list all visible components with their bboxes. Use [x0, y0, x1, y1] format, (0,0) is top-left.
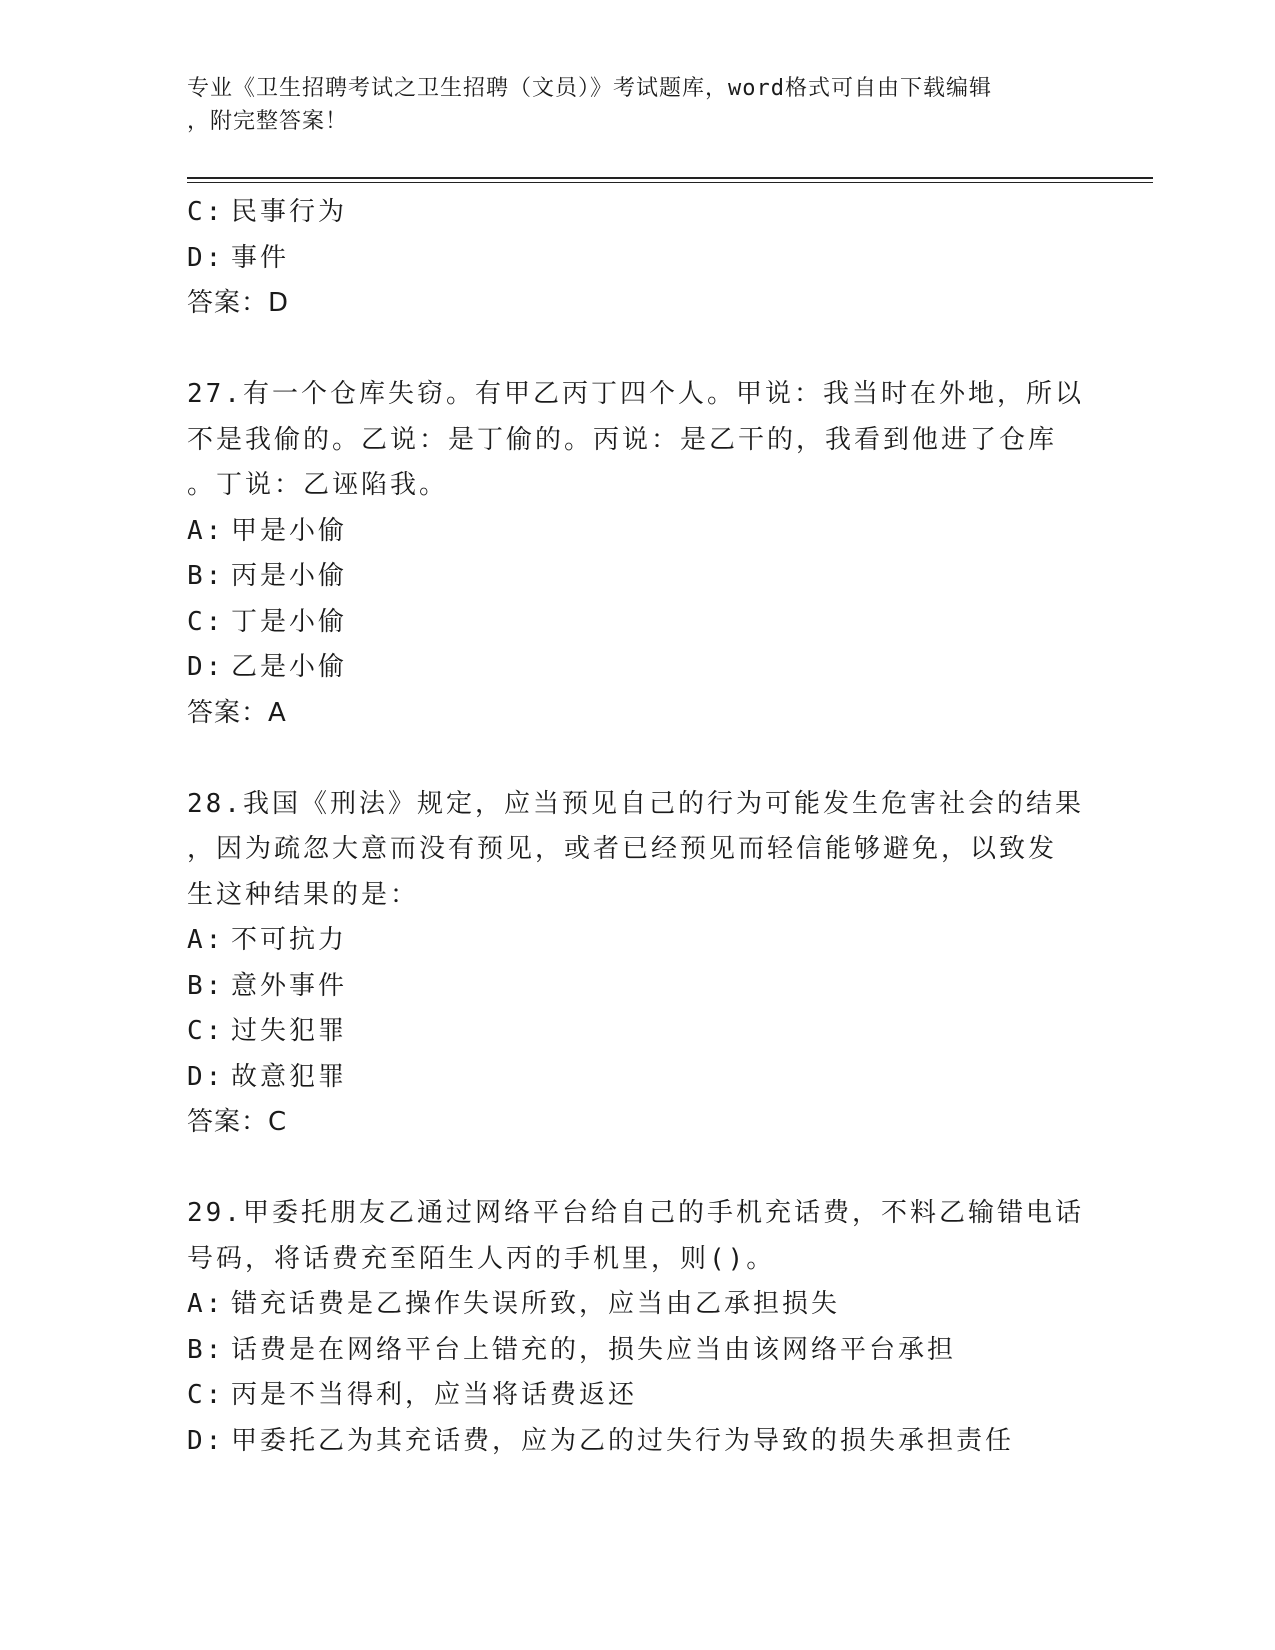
- option-a: [187, 918, 1087, 964]
- question-stem-line: 28.我国《刑法》规定，应当预见自己的行为可能发生危害社会的结果: [187, 788, 1084, 819]
- option-key: D:: [187, 242, 225, 273]
- option-a: [187, 509, 1087, 555]
- question-stem-line: 27.有一个仓库失窃。有甲乙丙丁四个人。甲说：我当时在外地，所以: [187, 379, 1084, 409]
- answer-line: 答案：D: [187, 288, 290, 318]
- question-27: [187, 372, 1087, 736]
- option-text: 故意犯罪: [231, 1061, 348, 1092]
- option-key: B:: [187, 1334, 225, 1365]
- document-header: [187, 72, 1067, 138]
- option-key: C:: [187, 1380, 225, 1410]
- option-text: 丙是不当得利，应当将话费返还: [231, 1380, 638, 1410]
- option-text: 丁是小偷: [231, 606, 348, 637]
- question-stem: [187, 1191, 1087, 1282]
- question-content: [187, 190, 1087, 1464]
- option-text: 民事行为: [231, 197, 348, 227]
- header-divider-thin: [187, 182, 1153, 183]
- header-divider-thick: [187, 177, 1153, 179]
- option-text: 错充话费是乙操作失误所致，应当由乙承担损失: [231, 1289, 841, 1319]
- option-text: 甲是小偷: [231, 515, 348, 546]
- option-text: 意外事件: [231, 970, 348, 1001]
- option-text: 丙是小偷: [231, 561, 348, 591]
- option-key: C:: [187, 1016, 225, 1046]
- option-b: [187, 1328, 1087, 1374]
- option-c: [187, 600, 1087, 646]
- option-text: 乙是小偷: [231, 652, 348, 682]
- option-d: [187, 1419, 1087, 1465]
- question-stem-line: 。丁说：乙诬陷我。: [187, 470, 449, 500]
- previous-question-tail: [187, 190, 1087, 327]
- option-key: B:: [187, 970, 225, 1001]
- option-key: C:: [187, 197, 225, 227]
- option-key: B:: [187, 561, 225, 591]
- question-stem-line: 生这种结果的是：: [187, 879, 420, 910]
- answer-line: 答案：A: [187, 697, 287, 728]
- option-text: 不可抗力: [231, 925, 348, 955]
- option-b: [187, 554, 1087, 600]
- question-28: [187, 782, 1087, 1146]
- option-text: 过失犯罪: [231, 1016, 348, 1046]
- option-c: [187, 190, 1087, 236]
- option-b: [187, 964, 1087, 1010]
- option-key: D:: [187, 652, 225, 682]
- option-a: [187, 1282, 1087, 1328]
- option-key: D:: [187, 1425, 225, 1456]
- option-d: [187, 1055, 1087, 1101]
- question-stem-line: 29.甲委托朋友乙通过网络平台给自己的手机充话费，不料乙输错电话: [187, 1198, 1084, 1228]
- answer-line: 答案：C: [187, 1107, 288, 1137]
- question-stem: [187, 782, 1087, 919]
- option-text: 话费是在网络平台上错充的，损失应当由该网络平台承担: [231, 1334, 957, 1365]
- question-stem-line: 号码，将话费充至陌生人丙的手机里，则()。: [187, 1243, 776, 1274]
- option-key: A:: [187, 925, 225, 955]
- header-line-1: 专业《卫生招聘考试之卫生招聘（文员）》考试题库，word格式可自由下载编辑: [187, 76, 992, 101]
- option-d: [187, 236, 1087, 282]
- option-d: [187, 645, 1087, 691]
- option-c: [187, 1009, 1087, 1055]
- question-stem: [187, 372, 1087, 509]
- header-line-2: ，附完整答案！: [187, 109, 349, 134]
- option-key: D:: [187, 1061, 225, 1092]
- option-text: 甲委托乙为其充话费，应为乙的过失行为导致的损失承担责任: [231, 1425, 1015, 1456]
- question-stem-line: ，因为疏忽大意而没有预见，或者已经预见而轻信能够避免，以致发: [187, 834, 1058, 864]
- option-c: [187, 1373, 1087, 1419]
- option-key: A:: [187, 515, 225, 546]
- question-stem-line: 不是我偷的。乙说：是丁偷的。丙说：是乙干的，我看到他进了仓库: [187, 424, 1058, 455]
- option-key: C:: [187, 606, 225, 637]
- option-key: A:: [187, 1289, 225, 1319]
- option-text: 事件: [231, 242, 290, 273]
- question-29: [187, 1191, 1087, 1464]
